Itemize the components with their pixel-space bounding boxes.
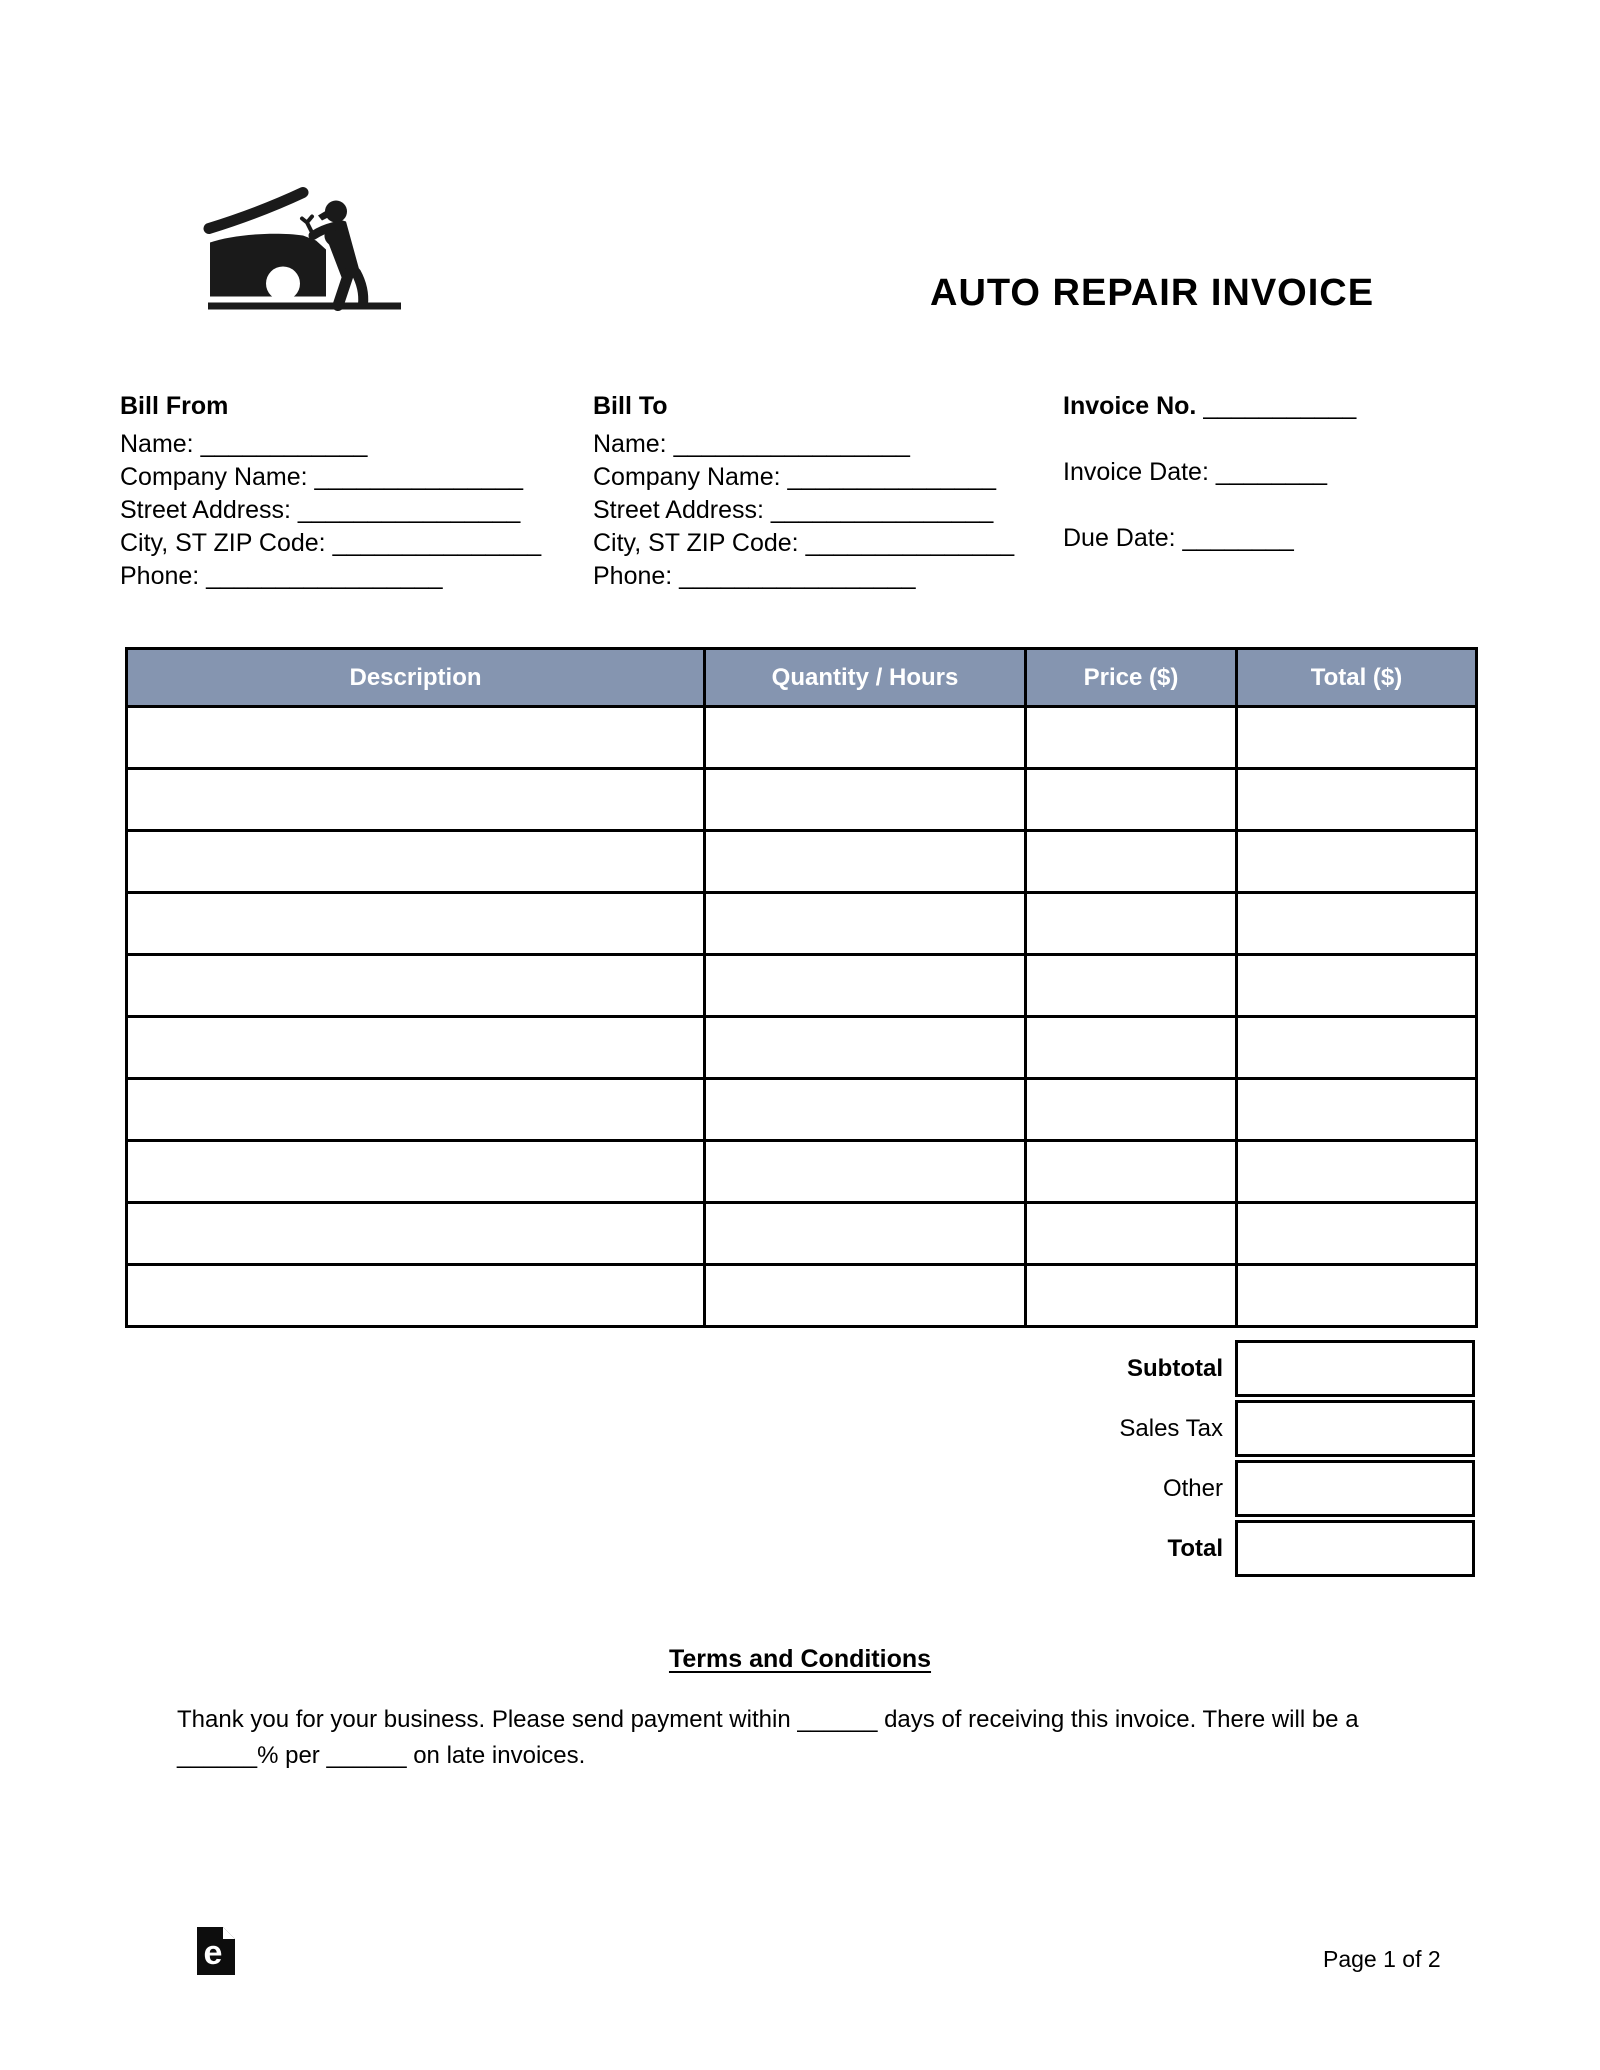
table-cell[interactable]: [1026, 769, 1237, 831]
table-cell[interactable]: [705, 831, 1026, 893]
table-cell[interactable]: [705, 893, 1026, 955]
bill-from-phone-line: Phone: _________________: [120, 562, 443, 590]
total-value-box[interactable]: [1235, 1520, 1475, 1577]
table-cell[interactable]: [1026, 1265, 1237, 1327]
table-cell[interactable]: [1237, 831, 1477, 893]
svg-text:e: e: [203, 1934, 223, 1972]
table-cell[interactable]: [1237, 1203, 1477, 1265]
table-cell[interactable]: [705, 707, 1026, 769]
table-cell[interactable]: [1237, 1017, 1477, 1079]
due-date-line: Due Date: ________: [1063, 524, 1294, 552]
table-cell[interactable]: [1237, 769, 1477, 831]
bill-to-name-line: Name: _________________: [593, 430, 910, 458]
table-row: [127, 1203, 1477, 1265]
table-cell[interactable]: [127, 831, 705, 893]
table-cell[interactable]: [1026, 893, 1237, 955]
other-label: Other: [1162, 1474, 1223, 1502]
bill-to-section: [593, 390, 1014, 593]
table-row: [127, 893, 1477, 955]
table-cell[interactable]: [127, 955, 705, 1017]
table-cell[interactable]: [705, 769, 1026, 831]
bill-from-company-line: Company Name: _______________: [120, 463, 524, 491]
bill-from-street-line: Street Address: ________________: [120, 496, 521, 524]
bill-from-heading: Bill From: [120, 392, 229, 420]
table-cell[interactable]: [127, 1017, 705, 1079]
table-row: [127, 769, 1477, 831]
total-label: Total: [1167, 1534, 1223, 1562]
table-cell[interactable]: [1237, 955, 1477, 1017]
table-cell[interactable]: [127, 1141, 705, 1203]
page-indicator: Page 1 of 2: [1323, 1946, 1441, 1972]
table-cell[interactable]: [1026, 707, 1237, 769]
table-cell[interactable]: [1026, 1079, 1237, 1141]
column-header-description: Description: [127, 649, 705, 707]
table-cell[interactable]: [705, 1265, 1026, 1327]
table-cell[interactable]: [1026, 831, 1237, 893]
bill-to-phone-line: Phone: _________________: [593, 562, 916, 590]
other-row: [125, 1460, 1475, 1517]
eforms-logo-icon: [197, 1927, 235, 1975]
table-cell[interactable]: [1026, 1203, 1237, 1265]
table-row: [127, 1141, 1477, 1203]
subtotal-label: Subtotal: [1127, 1354, 1223, 1382]
bill-from-section: [120, 390, 541, 593]
bill-to-heading: Bill To: [593, 392, 668, 420]
invoice-number-blank: ___________: [1196, 392, 1357, 420]
table-cell[interactable]: [705, 1203, 1026, 1265]
bill-to-street-line: Street Address: ________________: [593, 496, 994, 524]
sales-tax-row: [125, 1400, 1475, 1457]
sales-tax-label: Sales Tax: [1119, 1414, 1223, 1442]
bill-to-city-line: City, ST ZIP Code: _______________: [593, 529, 1015, 557]
column-header-total: Total ($): [1237, 649, 1477, 707]
subtotal-row: [125, 1340, 1475, 1397]
total-row: [125, 1520, 1475, 1577]
table-row: [127, 955, 1477, 1017]
table-cell[interactable]: [1237, 1141, 1477, 1203]
table-cell[interactable]: [1026, 1141, 1237, 1203]
sales-tax-value-box[interactable]: [1235, 1400, 1475, 1457]
invoice-meta-section: [1063, 390, 1356, 555]
table-cell[interactable]: [1237, 1079, 1477, 1141]
table-cell[interactable]: [1026, 1017, 1237, 1079]
table-row: [127, 1017, 1477, 1079]
terms-heading-text: Terms and Conditions: [668, 1645, 932, 1673]
subtotal-value-box[interactable]: [1235, 1340, 1475, 1397]
bill-from-name-line: Name: ____________: [120, 430, 368, 458]
invoice-number-line: [1063, 390, 1356, 423]
table-cell[interactable]: [1237, 707, 1477, 769]
table-row: [127, 1265, 1477, 1327]
bill-from-city-line: City, ST ZIP Code: _______________: [120, 529, 542, 557]
page-title: AUTO REPAIR INVOICE: [930, 272, 1375, 314]
table-cell[interactable]: [127, 1203, 705, 1265]
table-cell[interactable]: [127, 769, 705, 831]
terms-body-text: Thank you for your business. Please send payment within ______ days of receiving this invoice. There will be a ______% per ______ on late invoices.: [177, 1706, 1359, 1769]
table-cell[interactable]: [1237, 893, 1477, 955]
table-cell[interactable]: [1237, 1265, 1477, 1327]
table-row: [127, 707, 1477, 769]
terms-heading: [0, 1645, 1600, 1674]
table-cell[interactable]: [127, 1265, 705, 1327]
table-cell[interactable]: [127, 893, 705, 955]
table-header-row: [127, 649, 1477, 707]
column-header-price: Price ($): [1026, 649, 1237, 707]
table-cell[interactable]: [1026, 955, 1237, 1017]
table-cell[interactable]: [127, 1079, 705, 1141]
column-header-quantity-hours: Quantity / Hours: [705, 649, 1026, 707]
totals-summary: [125, 1340, 1475, 1580]
invoice-date-line: Invoice Date: ________: [1063, 458, 1328, 486]
table-row: [127, 831, 1477, 893]
line-items-table: [125, 647, 1478, 1328]
table-cell[interactable]: [705, 1017, 1026, 1079]
table-row: [127, 1079, 1477, 1141]
table-cell[interactable]: [705, 1079, 1026, 1141]
table-cell[interactable]: [705, 1141, 1026, 1203]
bill-to-company-line: Company Name: _______________: [593, 463, 997, 491]
car-mechanic-logo-icon: [203, 183, 403, 313]
invoice-number-label: Invoice No.: [1063, 392, 1197, 420]
table-cell[interactable]: [705, 955, 1026, 1017]
other-value-box[interactable]: [1235, 1460, 1475, 1517]
table-cell[interactable]: [127, 707, 705, 769]
